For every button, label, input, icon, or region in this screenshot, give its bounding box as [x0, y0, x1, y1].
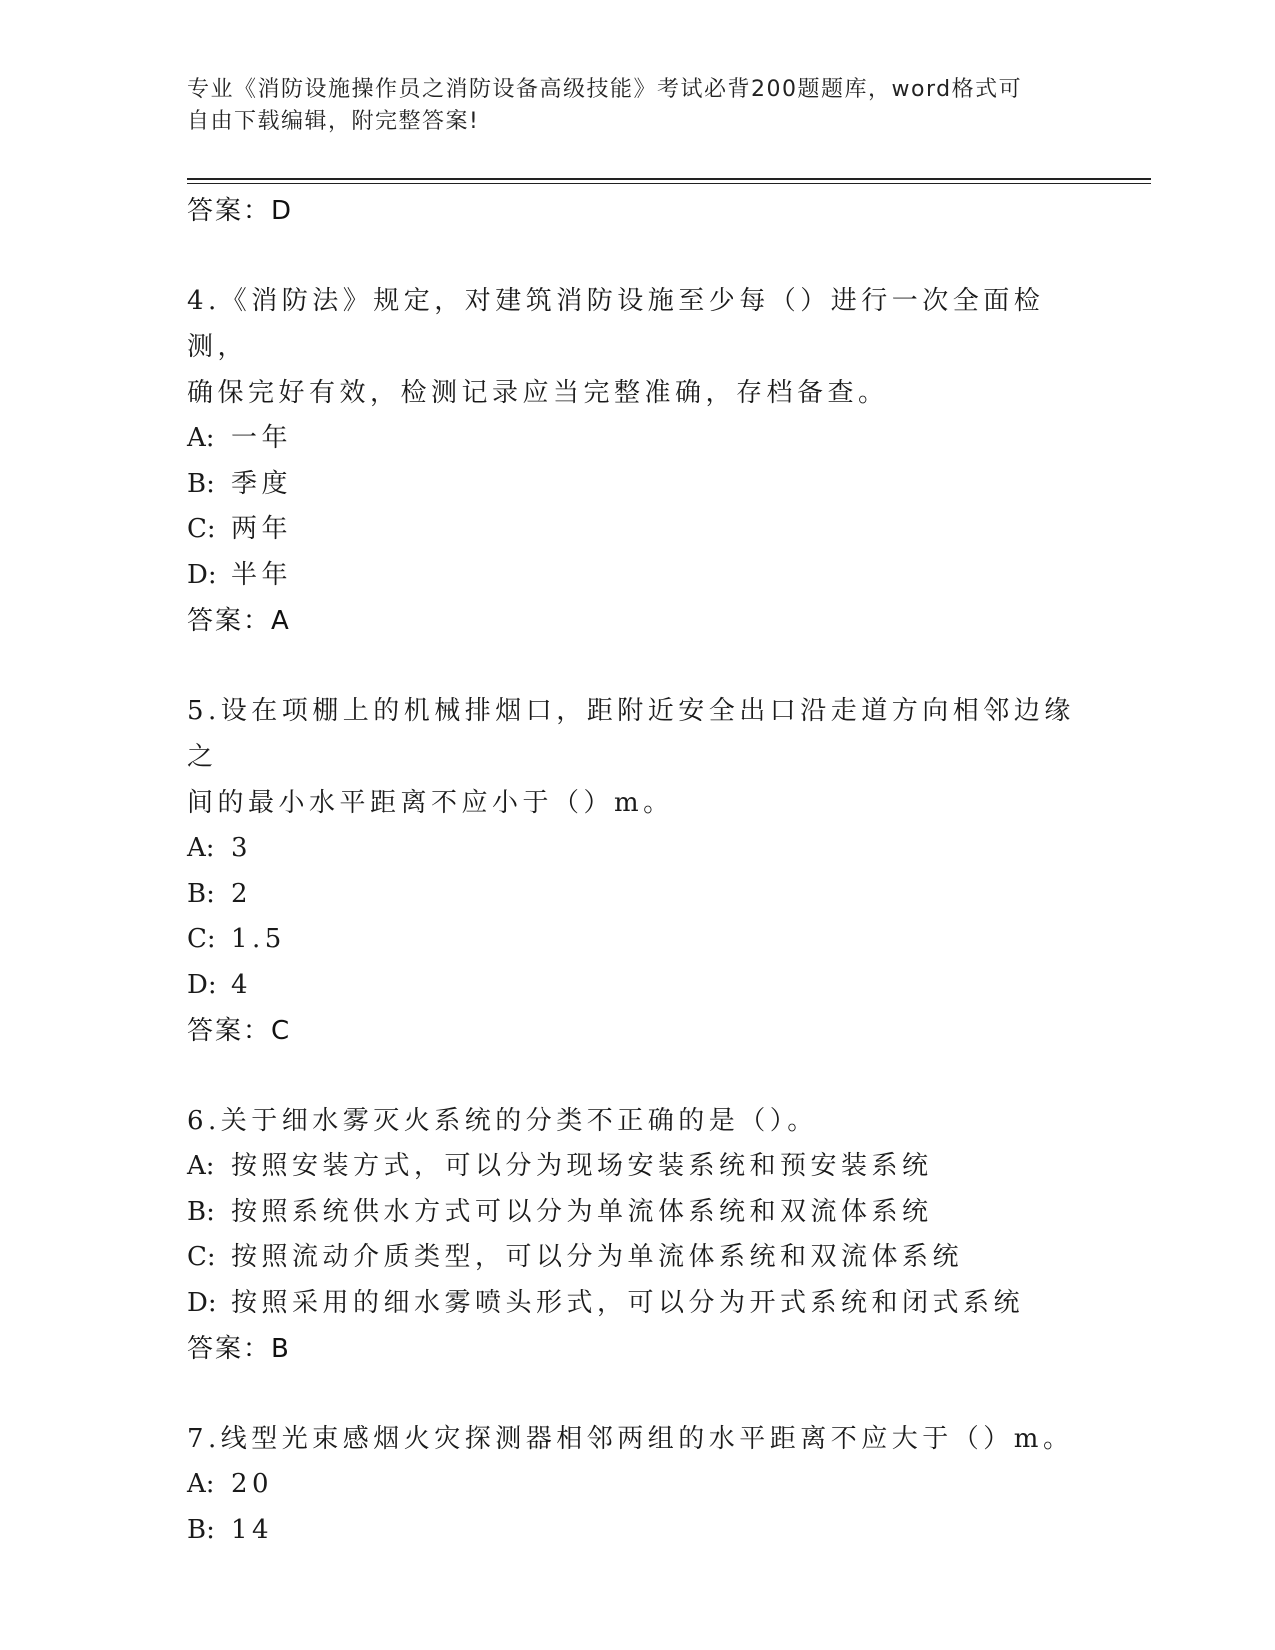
option-c	[187, 917, 1087, 963]
option-b	[187, 872, 1087, 918]
header-divider-thick	[187, 178, 1151, 180]
option-text: 半年	[231, 559, 293, 590]
option-c	[187, 507, 1087, 553]
question-stem	[187, 1098, 1087, 1144]
option-b	[187, 462, 1087, 508]
option-text: 按照流动介质类型，可以分为单流体系统和双流体系统	[231, 1242, 964, 1272]
header-line-2: 自由下载编辑，附完整答案!	[187, 109, 480, 134]
question-6	[187, 1098, 1087, 1372]
question-7	[187, 1416, 1087, 1553]
answer-line: 答案：A	[187, 606, 291, 636]
header-divider-thin	[187, 183, 1151, 184]
answer-line: 答案：B	[187, 1334, 291, 1364]
option-key: B:	[187, 878, 215, 909]
previous-answer: 答案：D	[187, 196, 294, 226]
option-text: 4	[231, 969, 253, 1000]
option-key: A:	[187, 1469, 215, 1499]
option-key: C:	[187, 1242, 216, 1272]
option-key: B:	[187, 468, 215, 499]
option-d	[187, 1281, 1087, 1327]
option-key: D:	[187, 969, 217, 1000]
option-key: D:	[187, 559, 217, 590]
option-c	[187, 1235, 1087, 1281]
option-text: 2	[231, 878, 253, 909]
spacer	[187, 234, 1087, 278]
question-stem-line-1: 5.设在项棚上的机械排烟口，距附近安全出口沿走道方向相邻边缘之	[187, 696, 1075, 772]
question-stem-line-1: 6.关于细水雾灭火系统的分类不正确的是（）。	[187, 1106, 818, 1136]
spacer	[187, 644, 1087, 688]
option-text: 两年	[231, 514, 293, 544]
option-key: B:	[187, 1514, 215, 1545]
option-a	[187, 416, 1087, 462]
question-stem-line-1: 7.线型光束感烟火灾探测器相邻两组的水平距离不应大于（）m。	[187, 1424, 1074, 1454]
option-a	[187, 826, 1087, 872]
option-b	[187, 1508, 1087, 1554]
question-stem-line-2: 确保完好有效，检测记录应当完整准确，存档备查。	[187, 378, 889, 408]
option-text: 20	[231, 1469, 274, 1499]
option-key: B:	[187, 1196, 215, 1227]
option-key: D:	[187, 1287, 217, 1318]
spacer	[187, 1054, 1087, 1098]
question-stem	[187, 1416, 1087, 1462]
document-header	[187, 74, 1067, 138]
question-4	[187, 278, 1087, 644]
option-text: 季度	[231, 468, 293, 499]
option-d	[187, 963, 1087, 1009]
spacer	[187, 1372, 1087, 1416]
option-key: A:	[187, 833, 215, 863]
header-line-1: 专业《消防设施操作员之消防设备高级技能》考试必背200题题库，word格式可	[187, 77, 1023, 102]
option-text: 按照安装方式，可以分为现场安装系统和预安装系统	[231, 1151, 933, 1181]
answer-line: 答案：C	[187, 1016, 292, 1046]
question-list	[187, 188, 1087, 1553]
option-text: 一年	[231, 423, 293, 453]
question-stem	[187, 278, 1087, 416]
option-key: C:	[187, 514, 216, 544]
option-key: A:	[187, 1151, 215, 1181]
option-d	[187, 553, 1087, 599]
option-text: 3	[231, 833, 253, 863]
option-key: C:	[187, 924, 216, 954]
option-text: 14	[231, 1514, 274, 1545]
option-a	[187, 1462, 1087, 1508]
option-text: 按照系统供水方式可以分为单流体系统和双流体系统	[231, 1196, 933, 1227]
question-stem-line-2: 间的最小水平距离不应小于（）m。	[187, 788, 674, 818]
option-a	[187, 1144, 1087, 1190]
question-5	[187, 688, 1087, 1054]
question-stem-line-1: 4.《消防法》规定，对建筑消防设施至少每（）进行一次全面检测，	[187, 286, 1045, 362]
question-stem	[187, 688, 1087, 826]
option-b	[187, 1190, 1087, 1236]
option-text: 1.5	[231, 924, 286, 954]
option-key: A:	[187, 423, 215, 453]
option-text: 按照采用的细水雾喷头形式，可以分为开式系统和闭式系统	[231, 1287, 1025, 1318]
